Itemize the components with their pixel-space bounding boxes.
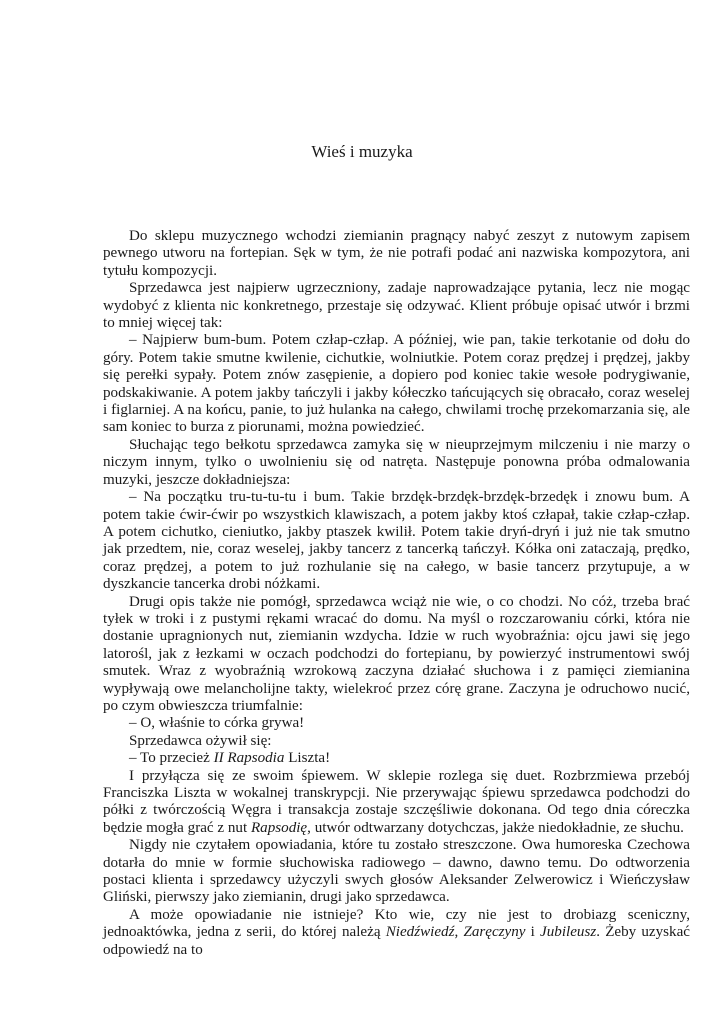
paragraph (103, 837, 690, 907)
text-run: Liszta! (284, 750, 331, 767)
page-title: Wieś i muzyka (311, 142, 413, 161)
text-run: Słuchając tego bełkotu sprzedawca zamyka się w nieuprzejmym milczeniu i nie marzy o niczym innym, tylko o uwolnieniu się od natręta. Następuje ponowna próba odmalowania muzyki, jeszcze dokładniejsza: (103, 436, 690, 488)
text-run: Nigdy nie czytałem opowiadania, które tu zostało streszczone. Owa humoreska Czechowa dotarła do mnie w formie słuchowiska radiowego – dawno, dawno temu. Do odtworzenia postaci klienta i sprzedawcy użyczyli swych głosów Aleksander Zelwerowicz i Wieńczysław Gliński, pierwszy jako ziemianin, drugi jako sprzedawca. (103, 837, 690, 906)
text-run: . Żeby uzyskać odpowiedź na to (103, 924, 690, 958)
text-run: Do sklepu muzycznego wchodzi ziemianin pragnący nabyć zeszyt z nutowym zapisem pewnego utworu na fortepian. Sęk w tym, że nie potrafi podać ani nazwiska kompozytora, ani tytułu kompozycji. (103, 228, 690, 279)
italic-title: Jubileusz (540, 924, 597, 941)
italic-title: II Rapsodia (213, 750, 285, 767)
paragraph (103, 733, 690, 750)
paragraph (103, 437, 690, 489)
text-run: Drugi opis także nie pomógł, sprzedawca wciąż nie wie, o co chodzi. No cóż, trzeba brać tyłek w troki i z pustymi rękami wracać do domu. Na myśl o rozczarowaniu córki, która nie dostanie upragnionych nut, ziemianin wzdycha. Idzie w ruch wyobraźnia: ojcu jawi się jego latorośl, jak z łezkami w oczach podchodzi do fortepianu, by powierzyć instrumentowi swój smutek. Wraz z wyobraźnią wzrokową zaczyna działać słuchowa i z pamięci ziemianina wypływają owe melancholijne takty, wielekroć przez córę grane. Zaczyna je odruchowo nucić, po czym obwieszcza triumfalnie: (103, 593, 690, 714)
paragraph (103, 489, 690, 593)
italic-title: Niedźwiedź (385, 924, 455, 941)
paragraph (103, 768, 690, 838)
text-run: , utwór odtwarzany dotychczas, jakże niedokładnie, ze słuchu. (307, 819, 684, 836)
text-run: – O, właśnie to córka grywa! (129, 715, 305, 732)
italic-title: Zaręczyny (463, 924, 526, 941)
text-run: I przyłącza się ze swoim śpiewem. W sklepie rozlega się duet. Rozbrzmiewa przebój Franciszka Liszta w wokalnej transkrypcji. Nie przerywając śpiewu sprzedawca podchodzi do półki z twórczością Węgra i transakcja zostaje szczęśliwie dokonana. Od tego dnia córeczka będzie mogła grać z nut (103, 767, 690, 836)
paragraph (103, 594, 690, 716)
text-run: – Na początku tru-tu-tu-tu i bum. Takie brzdęk-brzdęk-brzdęk-brzedęk i znowu bum. A potem takie ćwir-ćwir po wszystkich klawiszach, a potem jakby ktoś człapał, takie człap-człap. A potem cichutko, cieniutko, jakby ptaszek kwilił. Potem takie dryń-dryń i już nie tak smutno jak przedtem, nie, coraz weselej, jakby tancerz z tancerką tańczył. Kółka oni zataczają, prędko, coraz prędzej, a potem to już rozhulanie się na całego, w basie tancerz przytupuje, a w dyszkancie tancerka drobi nóżkami. (103, 489, 690, 593)
text-run: , (454, 924, 464, 941)
text-run: A może opowiadanie nie istnieje? Kto wie, czy nie jest to drobiazg sceniczny, jednoaktówka, jedna z serii, do której należą (103, 906, 690, 941)
text-run: i (525, 924, 541, 941)
paragraph (103, 280, 690, 332)
italic-title: Rapsodię (250, 819, 308, 836)
body-text (103, 228, 690, 959)
text-run: – To przecież (129, 750, 214, 767)
paragraph (103, 715, 690, 732)
text-run: Sprzedawca ożywił się: (129, 732, 272, 749)
paragraph (103, 750, 690, 767)
paragraph (103, 332, 690, 436)
text-run: Sprzedawca jest najpierw ugrzeczniony, zadaje naprowadzające pytania, lecz nie mogąc wydobyć z klienta nic konkretnego, przestaje się odzywać. Klient próbuje opisać utwór i brzmi to mniej więcej tak: (103, 280, 690, 332)
paragraph (103, 907, 690, 959)
text-run: – Najpierw bum-bum. Potem człap-człap. A później, wie pan, takie terkotanie od dołu do góry. Potem takie smutne kwilenie, cichutkie, wolniutkie. Potem coraz prędzej i prędzej, jakby się perełki sypały. Potem znów zasępienie, a dopiero pod koniec takie wesołe podrygiwanie, podskakiwanie. A potem jakby tańczyli i jakby kółeczko tańcujących się obracało, coraz weselej i figlarniej. A na końcu, panie, to już hulanka na całego, chwilami trochę przekomarzania się, ale sam koniec to burza z piorunami, można powiedzieć. (103, 332, 690, 436)
paragraph (103, 228, 690, 280)
